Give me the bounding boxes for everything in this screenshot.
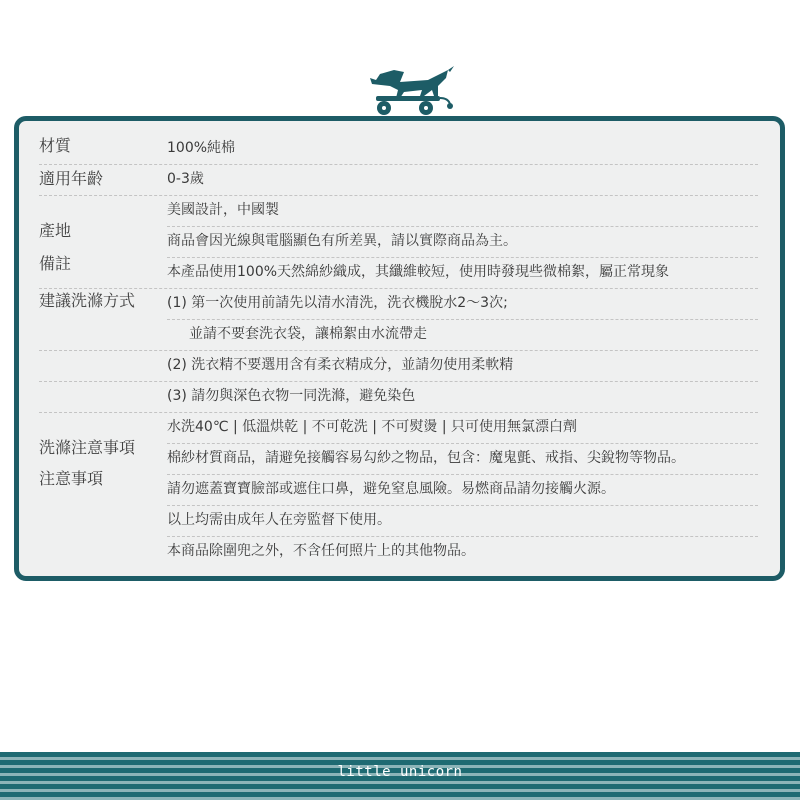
row-notes-3: 以上均需由成年人在旁監督下使用。 [167,505,758,537]
label-wash-method: 建議洗滌方式 [39,291,136,310]
row-notes-4: 本商品除圍兜之外，不含任何照片上的其他物品。 [167,543,475,559]
label-age: 適用年齡 [39,169,104,188]
row-notes-1: 棉紗材質商品，請避免接觸容易勾紗之物品，包含：魔鬼氈、戒指、尖銳物等物品。 [167,443,758,475]
rocking-horse-icon [364,56,456,120]
product-info-card [14,116,785,581]
row-notes-2: 請勿遮蓋寶寶臉部或遮住口鼻，避免窒息風險。易燃商品請勿接觸火源。 [167,474,758,506]
row-text: 100%純棉 [167,140,236,156]
row-wash-4 [39,381,758,413]
row-text: 並請不要套洗衣袋，讓棉絮由水流帶走 [189,326,427,342]
label-remarks: 備註 [39,254,72,273]
row-age [39,164,758,196]
row-wash-3 [39,350,758,382]
row-text: 0-3歲 [167,171,204,187]
row-remarks-2 [39,257,758,289]
label-notes: 注意事項 [39,469,104,488]
row-wash-notes-1: 水洗40℃ | 低溫烘乾 | 不可乾洗 | 不可熨燙 | 只可使用無氯漂白劑 [167,412,758,444]
row-text: 本產品使用100%天然綿紗織成，其纖維較短，使用時發現些微棉絮，屬正常現象 [167,264,670,280]
row-wash-2 [39,319,758,351]
row-text: (2) 洗衣精不要選用含有柔衣精成分，並請勿使用柔軟精 [167,357,514,373]
row-origin: 美國設計，中國製 [167,195,758,227]
row-wash-1: (1) 第一次使用前請先以清水清洗，洗衣機脫水2～3次; [167,288,758,320]
row-text: (3) 請勿與深色衣物一同洗滌，避免染色 [167,388,416,404]
brand-name: little unicorn [337,764,463,780]
label-origin: 產地 [39,221,72,240]
row-remarks-1: 商品會因光線與電腦顯色有所差異，請以實際商品為主。 [167,226,758,258]
label-wash-notes: 洗滌注意事項 [39,438,136,457]
row-material [39,133,758,165]
label-material: 材質 [39,136,72,155]
